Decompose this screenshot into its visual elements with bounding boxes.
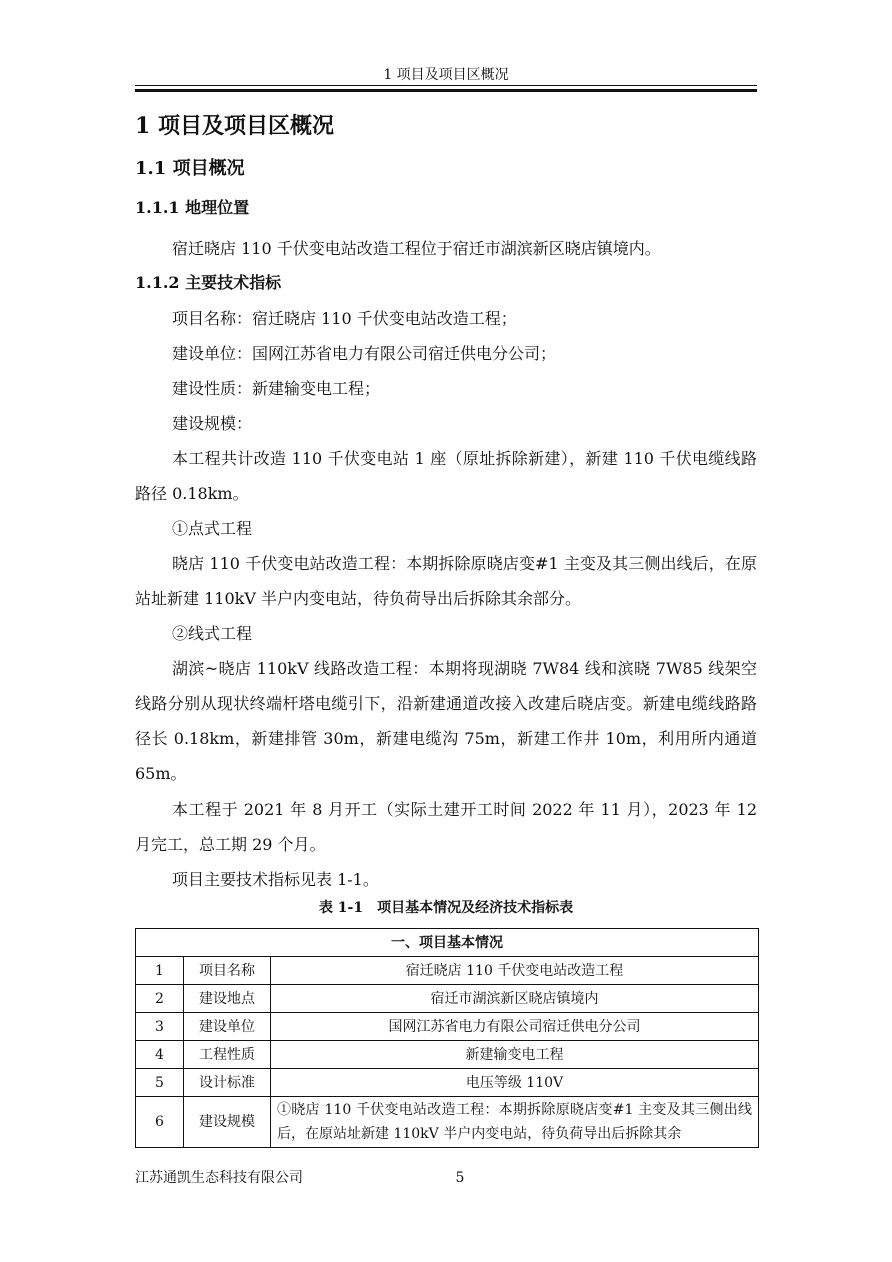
- table-section-header: 一、项目基本情况: [136, 929, 759, 957]
- row-number: 2: [136, 985, 184, 1013]
- running-header: 1 项目及项目区概况: [383, 67, 509, 83]
- header-rule-thick: [135, 89, 757, 92]
- point-project-paragraph: 晓店 110 千伏变电站改造工程：本期拆除原晓店变#1 主变及其三侧出线后，在原站址新建 110kV 半户内变电站，待负荷导出后拆除其余部分。: [135, 554, 757, 608]
- line-project-paragraph: 湖滨~晓店 110kV 线路改造工程：本期将现湖晓 7W84 线和滨晓 7W85 线架空线路分别从现状终端杆塔电缆引下，沿新建通道改接入改建后晓店变。新建电缆线路路径长 0.18km，新建排管 30m，新建电缆沟 75m，新建工作井 10m，利用所内通道 65m。: [135, 659, 757, 783]
- table-section-row: [136, 929, 759, 957]
- row-number: 6: [136, 1097, 184, 1148]
- row-value: 电压等级 110V: [271, 1069, 759, 1097]
- row-item: 工程性质: [184, 1041, 271, 1069]
- row-value: ①晓店 110 千伏变电站改造工程：本期拆除原晓店变#1 主变及其三侧出线后，在原站址新建 110kV 半户内变电站，待负荷导出后拆除其余: [271, 1097, 759, 1148]
- geo-paragraph: 宿迁晓店 110 千伏变电站改造工程位于宿迁市湖滨新区晓店镇境内。: [172, 239, 661, 258]
- page-number: 5: [455, 1170, 465, 1186]
- tech-line-project-name: 项目名称：宿迁晓店 110 千伏变电站改造工程；: [172, 309, 517, 328]
- tech-line-scale: 建设规模：: [172, 414, 253, 433]
- section-title: 1.1 项目概况: [135, 158, 245, 179]
- subsection-tech-heading: 1.1.2 主要技术指标: [135, 273, 282, 292]
- table-caption: 表 1-1 项目基本情况及经济技术指标表: [318, 900, 574, 916]
- line-project-title: ②线式工程: [172, 624, 253, 643]
- tech-line-builder: 建设单位：国网江苏省电力有限公司宿迁供电分公司；: [172, 344, 557, 363]
- row-number: 3: [136, 1013, 184, 1041]
- table-reference: 项目主要技术指标见表 1-1。: [172, 870, 379, 889]
- row-number: 1: [136, 957, 184, 985]
- point-project-title: ①点式工程: [172, 519, 253, 538]
- row-value: 新建输变电工程: [271, 1041, 759, 1069]
- row-item: 设计标准: [184, 1069, 271, 1097]
- table-row: [136, 1041, 759, 1069]
- row-item: 建设单位: [184, 1013, 271, 1041]
- row-item: 建设规模: [184, 1097, 271, 1148]
- tech-line-nature: 建设性质：新建输变电工程；: [172, 379, 381, 398]
- table-row: [136, 957, 759, 985]
- row-value: 宿迁市湖滨新区晓店镇境内: [271, 985, 759, 1013]
- table-row: [136, 985, 759, 1013]
- header-rule-thin: [135, 85, 757, 86]
- footer-company: 江苏通凯生态科技有限公司: [135, 1170, 303, 1186]
- project-info-table: [135, 928, 759, 1148]
- row-value: 宿迁晓店 110 千伏变电站改造工程: [271, 957, 759, 985]
- chapter-title: 1 项目及项目区概况: [135, 113, 334, 139]
- row-number: 4: [136, 1041, 184, 1069]
- table-row: [136, 1097, 759, 1148]
- table-row: [136, 1013, 759, 1041]
- scale-summary-paragraph: 本工程共计改造 110 千伏变电站 1 座（原址拆除新建），新建 110 千伏电缆线路路径 0.18km。: [135, 449, 757, 503]
- row-value: 国网江苏省电力有限公司宿迁供电分公司: [271, 1013, 759, 1041]
- row-item: 项目名称: [184, 957, 271, 985]
- schedule-paragraph: 本工程于 2021 年 8 月开工（实际土建开工时间 2022 年 11 月），2023 年 12 月完工，总工期 29 个月。: [135, 800, 757, 854]
- row-item: 建设地点: [184, 985, 271, 1013]
- row-number: 5: [136, 1069, 184, 1097]
- subsection-geo-heading: 1.1.1 地理位置: [135, 198, 250, 217]
- table-row: [136, 1069, 759, 1097]
